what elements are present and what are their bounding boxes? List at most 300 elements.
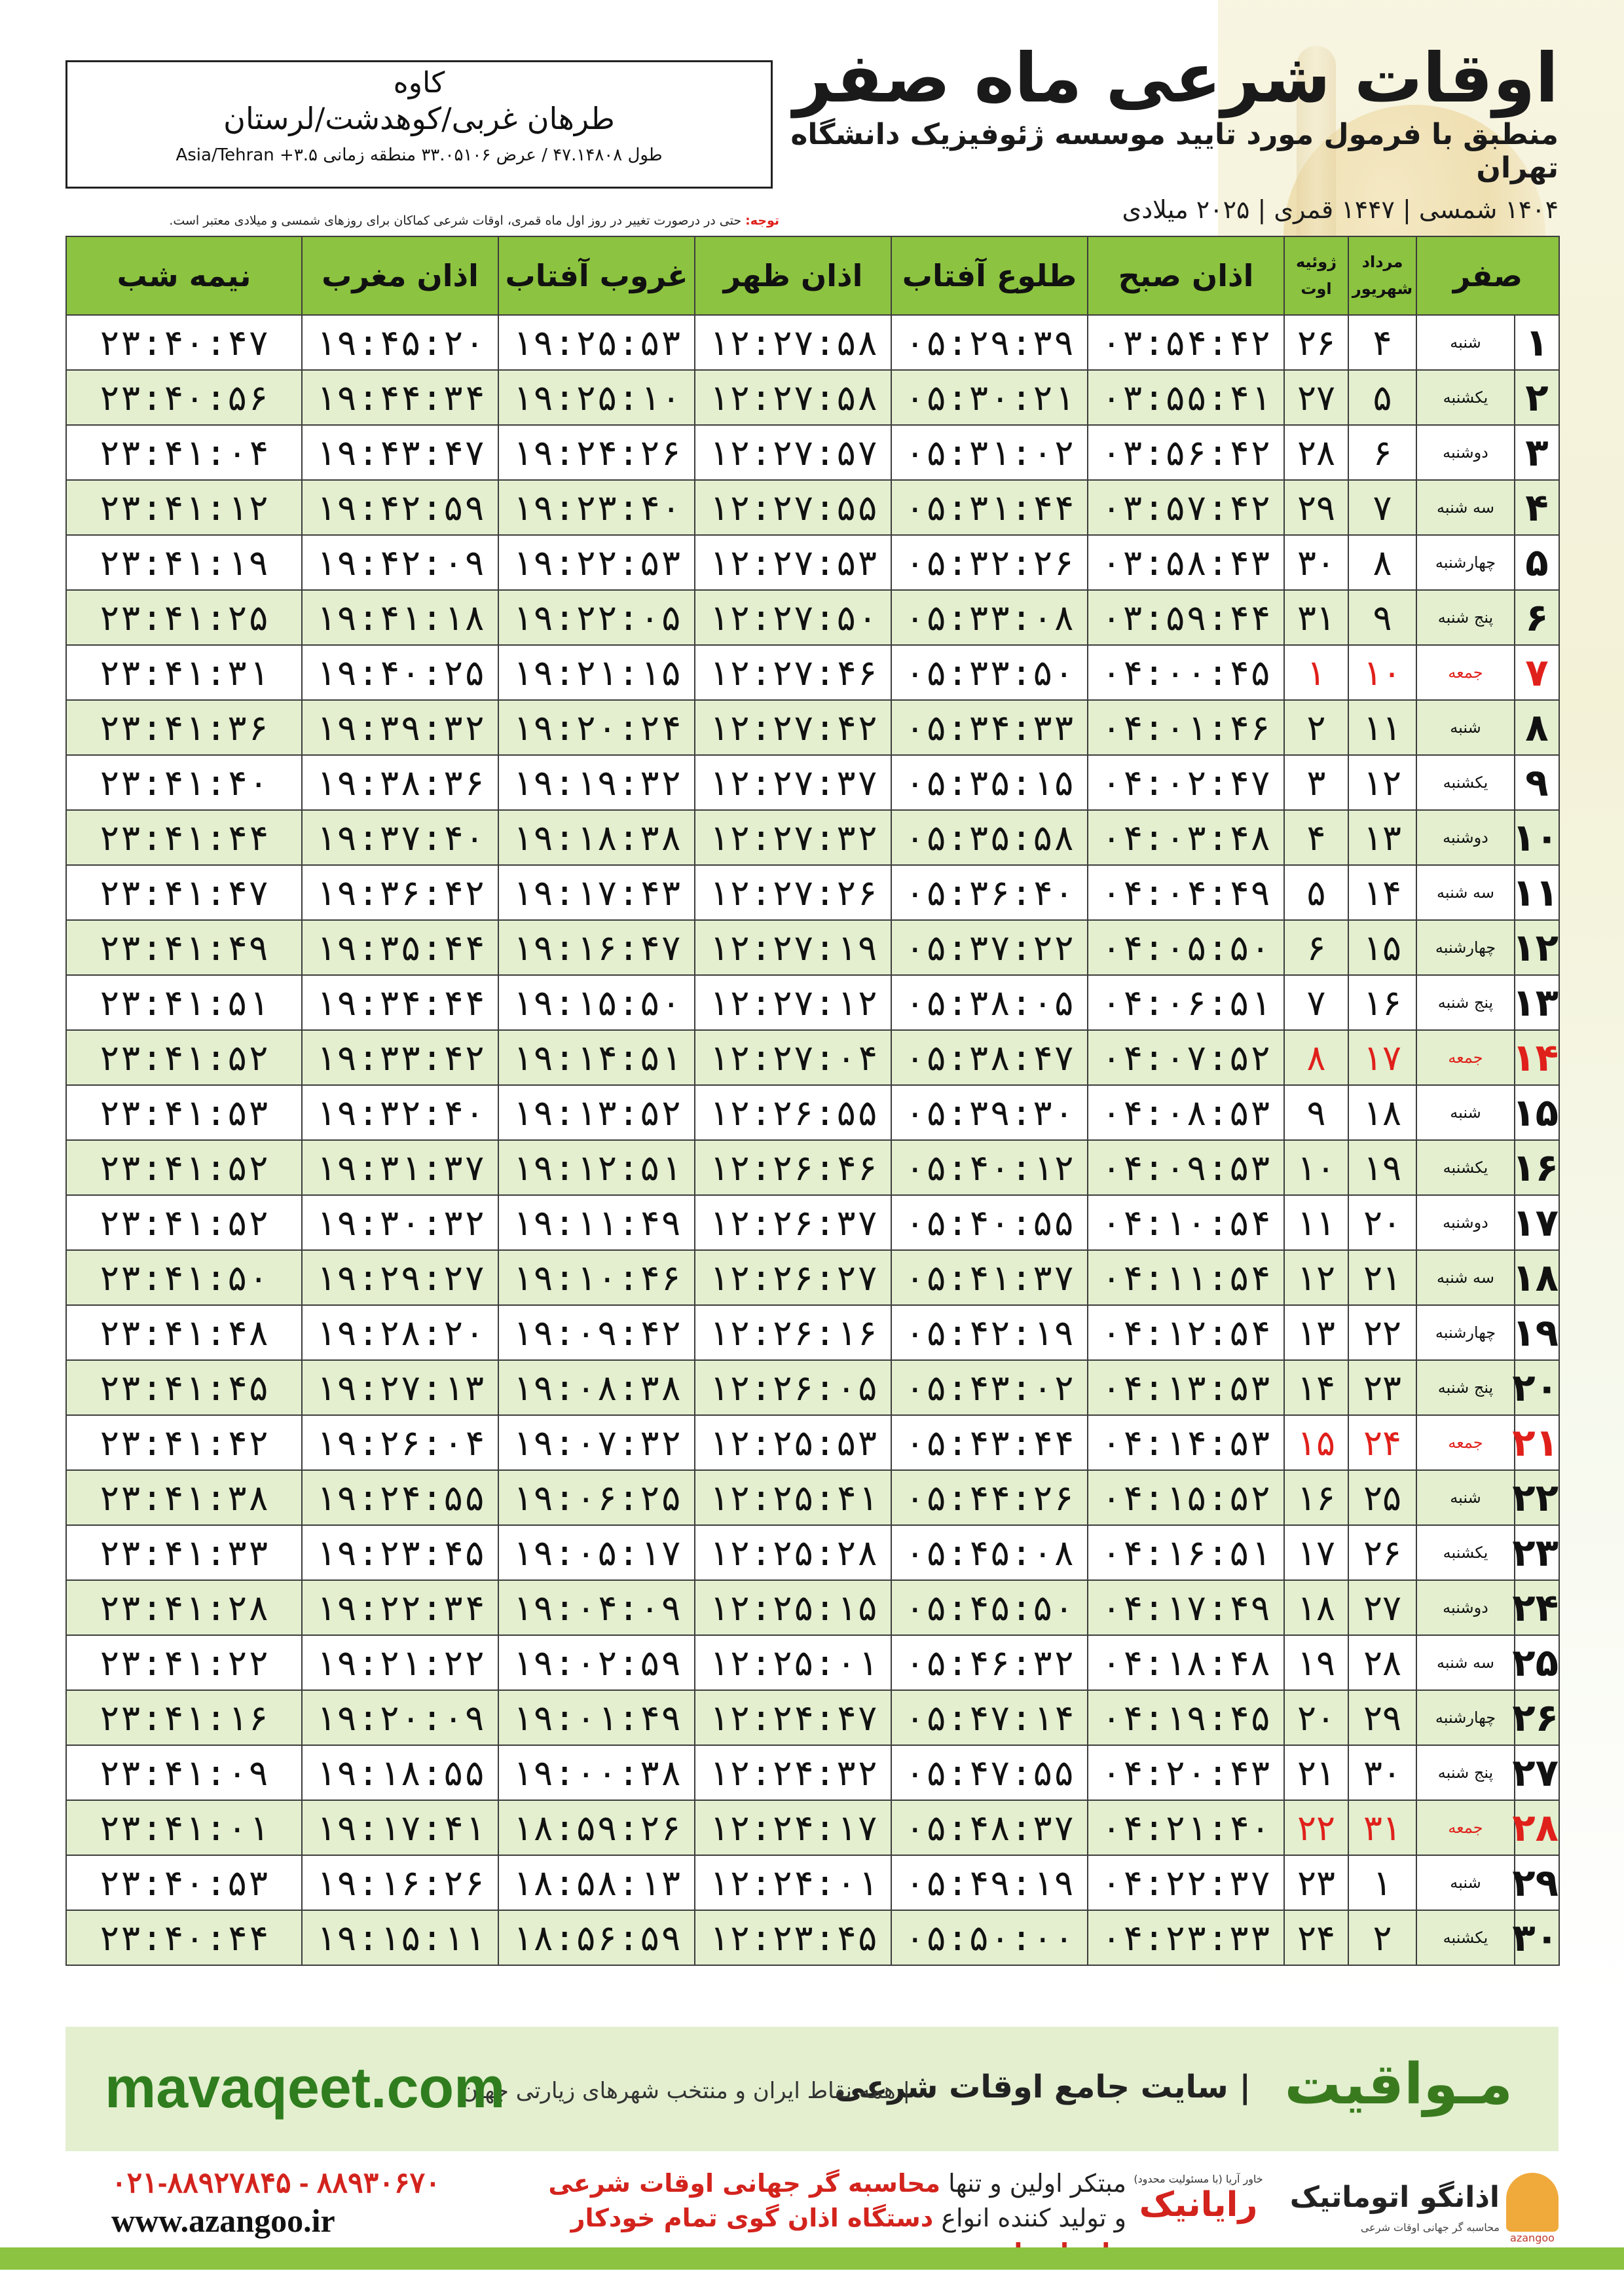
- weekday: شنبه: [1416, 315, 1515, 370]
- day-number: ۲۷: [1515, 1745, 1559, 1800]
- sunrise-time: ۰۵:۴۴:۲۶: [891, 1470, 1088, 1525]
- maghrib-time: ۱۹:۲۰:۰۹: [302, 1690, 498, 1745]
- miladi-day: ۳۰: [1284, 535, 1348, 590]
- midnight-time: ۲۳:۴۱:۰۴: [66, 425, 302, 480]
- fajr-time: ۰۳:۵۶:۴۲: [1088, 425, 1284, 480]
- fajr-time: ۰۳:۵۵:۴۱: [1088, 370, 1284, 425]
- fajr-time: ۰۴:۰۹:۵۳: [1088, 1140, 1284, 1195]
- sunrise-time: ۰۵:۴۹:۱۹: [891, 1855, 1088, 1910]
- day-number: ۲۳: [1515, 1525, 1559, 1580]
- table-row: [66, 315, 1559, 370]
- sunset-time: ۱۸:۵۹:۲۶: [498, 1800, 695, 1855]
- sunrise-time: ۰۵:۴۰:۱۲: [891, 1140, 1088, 1195]
- weekday: سه شنبه: [1416, 480, 1515, 535]
- weekday: پنج شنبه: [1416, 975, 1515, 1030]
- banner-slogan: | سایت جامع اوقات شرعی: [834, 2069, 1251, 2105]
- midnight-time: ۲۳:۴۱:۱۹: [66, 535, 302, 590]
- dhuhr-time: ۱۲:۲۵:۵۳: [695, 1415, 891, 1470]
- weekday: شنبه: [1416, 700, 1515, 755]
- fajr-time: ۰۴:۲۲:۳۷: [1088, 1855, 1284, 1910]
- sunrise-time: ۰۵:۴۵:۵۰: [891, 1580, 1088, 1635]
- fajr-time: ۰۳:۵۸:۴۳: [1088, 535, 1284, 590]
- maghrib-time: ۱۹:۳۴:۴۴: [302, 975, 498, 1030]
- midnight-time: ۲۳:۴۱:۱۲: [66, 480, 302, 535]
- midnight-time: ۲۳:۴۱:۳۸: [66, 1470, 302, 1525]
- weekday: چهارشنبه: [1416, 535, 1515, 590]
- day-number: ۱۷: [1515, 1195, 1559, 1250]
- fajr-time: ۰۴:۰۶:۵۱: [1088, 975, 1284, 1030]
- miladi-day: ۲۱: [1284, 1745, 1348, 1800]
- weekday: دوشنبه: [1416, 1580, 1515, 1635]
- sunrise-time: ۰۵:۳۵:۱۵: [891, 755, 1088, 810]
- day-number: ۱: [1515, 315, 1559, 370]
- sunrise-time: ۰۵:۳۳:۰۸: [891, 590, 1088, 645]
- day-number: ۲۲: [1515, 1470, 1559, 1525]
- weekday: شنبه: [1416, 1085, 1515, 1140]
- dhuhr-time: ۱۲:۲۴:۱۷: [695, 1800, 891, 1855]
- sunrise-time: ۰۵:۳۸:۰۵: [891, 975, 1088, 1030]
- maghrib-time: ۱۹:۲۹:۲۷: [302, 1250, 498, 1305]
- maghrib-time: ۱۹:۳۱:۳۷: [302, 1140, 498, 1195]
- page-subtitle: منطبق با فرمول مورد تایید موسسه ژئوفیزیک دانشگاه تهران: [790, 117, 1559, 185]
- miladi-day: ۲: [1284, 700, 1348, 755]
- dhuhr-time: ۱۲:۲۴:۰۱: [695, 1855, 891, 1910]
- dhuhr-time: ۱۲:۲۷:۱۲: [695, 975, 891, 1030]
- day-number: ۲۴: [1515, 1580, 1559, 1635]
- location-box: [65, 60, 773, 189]
- rayanik-name: رایانیک: [1139, 2185, 1258, 2225]
- maghrib-time: ۱۹:۳۰:۳۲: [302, 1195, 498, 1250]
- miladi-day: ۱۱: [1284, 1195, 1348, 1250]
- sunset-time: ۱۹:۰۶:۲۵: [498, 1470, 695, 1525]
- maghrib-time: ۱۹:۳۸:۳۶: [302, 755, 498, 810]
- day-number: ۱۲: [1515, 920, 1559, 975]
- maghrib-time: ۱۹:۴۵:۲۰: [302, 315, 498, 370]
- desc-line2-b: دستگاه اذان گوی تمام خودکار: [570, 2204, 934, 2233]
- miladi-day: ۱۲: [1284, 1250, 1348, 1305]
- sunrise-time: ۰۵:۳۲:۲۶: [891, 535, 1088, 590]
- dhuhr-time: ۱۲:۲۷:۳۲: [695, 810, 891, 865]
- sunset-time: ۱۹:۰۲:۵۹: [498, 1635, 695, 1690]
- table-row: [66, 1305, 1559, 1360]
- table-row: [66, 1030, 1559, 1085]
- midnight-time: ۲۳:۴۱:۵۲: [66, 1030, 302, 1085]
- sunset-time: ۱۹:۰۱:۴۹: [498, 1690, 695, 1745]
- shamsi-day: ۸: [1348, 535, 1416, 590]
- day-number: ۹: [1515, 755, 1559, 810]
- sunrise-time: ۰۵:۴۶:۳۲: [891, 1635, 1088, 1690]
- dhuhr-time: ۱۲:۲۷:۳۷: [695, 755, 891, 810]
- miladi-day: ۶: [1284, 920, 1348, 975]
- shamsi-day: ۹: [1348, 590, 1416, 645]
- weekday: چهارشنبه: [1416, 1690, 1515, 1745]
- sunrise-time: ۰۵:۲۹:۳۹: [891, 315, 1088, 370]
- day-number: ۲۶: [1515, 1690, 1559, 1745]
- shamsi-day: ۱۵: [1348, 920, 1416, 975]
- miladi-day: ۴: [1284, 810, 1348, 865]
- maghrib-time: ۱۹:۲۶:۰۴: [302, 1415, 498, 1470]
- shamsi-day: ۲۴: [1348, 1415, 1416, 1470]
- dhuhr-time: ۱۲:۲۷:۴۲: [695, 700, 891, 755]
- fajr-time: ۰۴:۱۳:۵۳: [1088, 1360, 1284, 1415]
- fajr-time: ۰۴:۰۵:۵۰: [1088, 920, 1284, 975]
- weekday: چهارشنبه: [1416, 1305, 1515, 1360]
- miladi-day: ۵: [1284, 865, 1348, 920]
- sunrise-time: ۰۵:۳۷:۲۲: [891, 920, 1088, 975]
- table-row: [66, 975, 1559, 1030]
- col-sunrise: طلوع آفتاب: [891, 236, 1088, 315]
- table-row: [66, 1580, 1559, 1635]
- dhuhr-time: ۱۲:۲۵:۲۸: [695, 1525, 891, 1580]
- shamsi-day: ۲: [1348, 1910, 1416, 1965]
- maghrib-time: ۱۹:۲۸:۲۰: [302, 1305, 498, 1360]
- mavaqeet-banner: [65, 2027, 1559, 2151]
- maghrib-time: ۱۹:۲۱:۲۲: [302, 1635, 498, 1690]
- col-dhuhr: اذان ظهر: [695, 236, 891, 315]
- sunrise-time: ۰۵:۴۰:۵۵: [891, 1195, 1088, 1250]
- day-number: ۱۸: [1515, 1250, 1559, 1305]
- weekday: دوشنبه: [1416, 425, 1515, 480]
- shamsi-day: ۱۸: [1348, 1085, 1416, 1140]
- col-safar: صفر: [1416, 236, 1559, 315]
- sunset-time: ۱۹:۲۵:۱۰: [498, 370, 695, 425]
- miladi-day: ۱: [1284, 645, 1348, 700]
- maghrib-time: ۱۹:۲۷:۱۳: [302, 1360, 498, 1415]
- sunset-time: ۱۹:۱۶:۴۷: [498, 920, 695, 975]
- day-number: ۵: [1515, 535, 1559, 590]
- sunrise-time: ۰۵:۴۱:۳۷: [891, 1250, 1088, 1305]
- table-row: [66, 1250, 1559, 1305]
- maghrib-time: ۱۹:۲۴:۵۵: [302, 1470, 498, 1525]
- midnight-time: ۲۳:۴۱:۴۲: [66, 1415, 302, 1470]
- sunset-time: ۱۸:۵۶:۵۹: [498, 1910, 695, 1965]
- shamsi-day: ۲۶: [1348, 1525, 1416, 1580]
- miladi-day: ۲۹: [1284, 480, 1348, 535]
- miladi-day: ۳۱: [1284, 590, 1348, 645]
- day-number: ۲۵: [1515, 1635, 1559, 1690]
- maghrib-time: ۱۹:۱۵:۱۱: [302, 1910, 498, 1965]
- fajr-time: ۰۴:۰۴:۴۹: [1088, 865, 1284, 920]
- desc-line1-b: محاسبه گر جهانی اوقات شرعی: [548, 2169, 941, 2198]
- sunrise-time: ۰۵:۳۸:۴۷: [891, 1030, 1088, 1085]
- midnight-time: ۲۳:۴۱:۵۲: [66, 1140, 302, 1195]
- col-fajr: اذان صبح: [1088, 236, 1284, 315]
- shamsi-day: ۲۲: [1348, 1305, 1416, 1360]
- col-maghrib: اذان مغرب: [302, 236, 498, 315]
- azangoo-link[interactable]: www.azangoo.ir: [111, 2202, 335, 2239]
- maghrib-time: ۱۹:۲۲:۳۴: [302, 1580, 498, 1635]
- azangoo-mark-label: azangoo: [1510, 2232, 1555, 2244]
- table-row: [66, 480, 1559, 535]
- day-number: ۶: [1515, 590, 1559, 645]
- miladi-day: ۸: [1284, 1030, 1348, 1085]
- miladi-day: ۲۷: [1284, 370, 1348, 425]
- midnight-time: ۲۳:۴۱:۳۶: [66, 700, 302, 755]
- sunrise-time: ۰۵:۳۱:۴۴: [891, 480, 1088, 535]
- midnight-time: ۲۳:۴۱:۵۰: [66, 1250, 302, 1305]
- miladi-day: ۲۴: [1284, 1910, 1348, 1965]
- weekday: پنج شنبه: [1416, 1745, 1515, 1800]
- maghrib-time: ۱۹:۳۶:۴۲: [302, 865, 498, 920]
- day-number: ۳: [1515, 425, 1559, 480]
- fajr-time: ۰۴:۱۶:۵۱: [1088, 1525, 1284, 1580]
- dhuhr-time: ۱۲:۲۳:۴۵: [695, 1910, 891, 1965]
- weekday: پنج شنبه: [1416, 590, 1515, 645]
- day-number: ۳۰: [1515, 1910, 1559, 1965]
- bottom-bar: [0, 2247, 1624, 2270]
- miladi-day: ۱۸: [1284, 1580, 1348, 1635]
- miladi-day: ۱۵: [1284, 1415, 1348, 1470]
- desc-line1-a: مبتکر اولین و تنها: [948, 2169, 1126, 2198]
- weekday: یکشنبه: [1416, 1140, 1515, 1195]
- maghrib-time: ۱۹:۱۸:۵۵: [302, 1745, 498, 1800]
- day-number: ۲۸: [1515, 1800, 1559, 1855]
- shamsi-day: ۶: [1348, 425, 1416, 480]
- midnight-time: ۲۳:۴۱:۴۸: [66, 1305, 302, 1360]
- table-row: [66, 645, 1559, 700]
- dhuhr-time: ۱۲:۲۶:۳۷: [695, 1195, 891, 1250]
- sunset-time: ۱۹:۱۹:۳۲: [498, 755, 695, 810]
- sunset-time: ۱۹:۲۴:۲۶: [498, 425, 695, 480]
- banner-subtitle: | همه نقاط ایران و منتخب شهرهای زیارتی جهان: [461, 2078, 910, 2104]
- weekday: شنبه: [1416, 1470, 1515, 1525]
- fajr-time: ۰۴:۱۲:۵۴: [1088, 1305, 1284, 1360]
- weekday: جمعه: [1416, 1800, 1515, 1855]
- maghrib-time: ۱۹:۳۵:۴۴: [302, 920, 498, 975]
- sunset-time: ۱۹:۱۷:۴۳: [498, 865, 695, 920]
- midnight-time: ۲۳:۴۱:۳۳: [66, 1525, 302, 1580]
- sunset-time: ۱۹:۱۳:۵۲: [498, 1085, 695, 1140]
- day-number: ۸: [1515, 700, 1559, 755]
- maghrib-time: ۱۹:۴۴:۳۴: [302, 370, 498, 425]
- phone-numbers: ۰۲۱-۸۸۹۲۷۸۴۵ - ۸۸۹۳۰۶۷۰: [111, 2167, 441, 2199]
- dhuhr-time: ۱۲:۲۵:۱۵: [695, 1580, 891, 1635]
- table-row: [66, 865, 1559, 920]
- shamsi-day: ۳۱: [1348, 1800, 1416, 1855]
- fajr-time: ۰۴:۲۰:۴۳: [1088, 1745, 1284, 1800]
- midnight-time: ۲۳:۴۱:۵۲: [66, 1195, 302, 1250]
- midnight-time: ۲۳:۴۱:۵۳: [66, 1085, 302, 1140]
- sunset-time: ۱۹:۰۴:۰۹: [498, 1580, 695, 1635]
- fajr-time: ۰۴:۱۱:۵۴: [1088, 1250, 1284, 1305]
- fajr-time: ۰۴:۲۳:۳۳: [1088, 1910, 1284, 1965]
- maghrib-time: ۱۹:۲۳:۴۵: [302, 1525, 498, 1580]
- table-row: [66, 755, 1559, 810]
- desc-line2-a: و تولید کننده انواع: [941, 2204, 1126, 2233]
- day-number: ۱۳: [1515, 975, 1559, 1030]
- fajr-time: ۰۴:۰۰:۴۵: [1088, 645, 1284, 700]
- dhuhr-time: ۱۲:۲۴:۳۲: [695, 1745, 891, 1800]
- dhuhr-time: ۱۲:۲۶:۰۵: [695, 1360, 891, 1415]
- dhuhr-time: ۱۲:۲۷:۵۸: [695, 370, 891, 425]
- table-row: [66, 1085, 1559, 1140]
- miladi-day: ۲۰: [1284, 1690, 1348, 1745]
- midnight-time: ۲۳:۴۱:۰۱: [66, 1800, 302, 1855]
- day-number: ۱۱: [1515, 865, 1559, 920]
- col-midnight: نیمه شب: [66, 236, 302, 315]
- dhuhr-time: ۱۲:۲۵:۰۱: [695, 1635, 891, 1690]
- day-number: ۲: [1515, 370, 1559, 425]
- table-row: [66, 1360, 1559, 1415]
- fajr-time: ۰۴:۰۸:۵۳: [1088, 1085, 1284, 1140]
- day-number: ۱۴: [1515, 1030, 1559, 1085]
- midnight-time: ۲۳:۴۰:۵۶: [66, 370, 302, 425]
- col-sunset: غروب آفتاب: [498, 236, 695, 315]
- sunrise-time: ۰۵:۴۳:۰۲: [891, 1360, 1088, 1415]
- col-shamsi: مرداد شهریور: [1348, 236, 1416, 315]
- sunset-time: ۱۹:۲۳:۴۰: [498, 480, 695, 535]
- shamsi-day: ۴: [1348, 315, 1416, 370]
- midnight-time: ۲۳:۴۱:۲۲: [66, 1635, 302, 1690]
- fajr-time: ۰۴:۰۲:۴۷: [1088, 755, 1284, 810]
- weekday: جمعه: [1416, 1030, 1515, 1085]
- coordinates: طول ۴۷.۱۴۸۰۸ / عرض ۳۳.۰۵۱۰۶ منطقه زمانی ۳.۵+ Asia/Tehran: [175, 145, 663, 165]
- dhuhr-time: ۱۲:۲۷:۵۳: [695, 535, 891, 590]
- midnight-time: ۲۳:۴۱:۰۹: [66, 1745, 302, 1800]
- day-number: ۲۰: [1515, 1360, 1559, 1415]
- dhuhr-time: ۱۲:۲۷:۱۹: [695, 920, 891, 975]
- dhuhr-time: ۱۲:۲۶:۵۵: [695, 1085, 891, 1140]
- sunset-time: ۱۹:۰۵:۱۷: [498, 1525, 695, 1580]
- fajr-time: ۰۴:۱۵:۵۲: [1088, 1470, 1284, 1525]
- miladi-day: ۲۲: [1284, 1800, 1348, 1855]
- maghrib-time: ۱۹:۴۳:۴۷: [302, 425, 498, 480]
- miladi-day: ۱۷: [1284, 1525, 1348, 1580]
- shamsi-day: ۱۴: [1348, 865, 1416, 920]
- midnight-time: ۲۳:۴۱:۱۶: [66, 1690, 302, 1745]
- day-number: ۱۹: [1515, 1305, 1559, 1360]
- table-row: [66, 535, 1559, 590]
- note: [65, 213, 779, 228]
- sunrise-time: ۰۵:۳۰:۲۱: [891, 370, 1088, 425]
- sunset-time: ۱۹:۱۵:۵۰: [498, 975, 695, 1030]
- table-row: [66, 700, 1559, 755]
- table-row: [66, 810, 1559, 865]
- sunset-time: ۱۹:۰۰:۳۸: [498, 1745, 695, 1800]
- brand-logo: مـواقیت: [1284, 2052, 1513, 2117]
- fajr-time: ۰۴:۰۱:۴۶: [1088, 700, 1284, 755]
- sunrise-time: ۰۵:۴۷:۵۵: [891, 1745, 1088, 1800]
- dhuhr-time: ۱۲:۲۵:۴۱: [695, 1470, 891, 1525]
- weekday: پنج شنبه: [1416, 1360, 1515, 1415]
- website-link[interactable]: mavaqeet.com: [105, 2055, 506, 2120]
- fajr-time: ۰۳:۵۷:۴۲: [1088, 480, 1284, 535]
- miladi-day: ۷: [1284, 975, 1348, 1030]
- fajr-time: ۰۴:۰۳:۴۸: [1088, 810, 1284, 865]
- sunset-time: ۱۹:۱۴:۵۱: [498, 1030, 695, 1085]
- table-row: [66, 1140, 1559, 1195]
- sunset-time: ۱۹:۲۲:۰۵: [498, 590, 695, 645]
- midnight-time: ۲۳:۴۰:۴۷: [66, 315, 302, 370]
- day-number: ۱۵: [1515, 1085, 1559, 1140]
- dhuhr-time: ۱۲:۲۶:۴۶: [695, 1140, 891, 1195]
- sunset-time: ۱۹:۱۱:۴۹: [498, 1195, 695, 1250]
- fajr-time: ۰۴:۱۷:۴۹: [1088, 1580, 1284, 1635]
- sunset-time: ۱۹:۰۹:۴۲: [498, 1305, 695, 1360]
- midnight-time: ۲۳:۴۱:۵۱: [66, 975, 302, 1030]
- shamsi-day: ۳۰: [1348, 1745, 1416, 1800]
- fajr-time: ۰۴:۲۱:۴۰: [1088, 1800, 1284, 1855]
- note-label: توجه:: [745, 213, 779, 228]
- weekday: دوشنبه: [1416, 810, 1515, 865]
- sunrise-time: ۰۵:۳۱:۰۲: [891, 425, 1088, 480]
- fajr-time: ۰۳:۵۹:۴۴: [1088, 590, 1284, 645]
- weekday: یکشنبه: [1416, 755, 1515, 810]
- header: [786, 39, 1559, 224]
- sunset-time: ۱۹:۲۵:۵۳: [498, 315, 695, 370]
- sunset-time: ۱۹:۱۰:۴۶: [498, 1250, 695, 1305]
- table-row: [66, 1470, 1559, 1525]
- miladi-day: ۱۴: [1284, 1360, 1348, 1415]
- sunrise-time: ۰۵:۴۲:۱۹: [891, 1305, 1088, 1360]
- table-header: [66, 236, 1559, 315]
- sunrise-time: ۰۵:۵۰:۰۰: [891, 1910, 1088, 1965]
- note-text: حتی در درصورت تغییر در روز اول ماه قمری، اوقات شرعی کماکان برای روزهای شمسی و میلادی معتبر است.: [169, 213, 746, 228]
- shamsi-day: ۲۱: [1348, 1250, 1416, 1305]
- day-number: ۱۶: [1515, 1140, 1559, 1195]
- shamsi-day: ۱۰: [1348, 645, 1416, 700]
- rayanik-logo: [1113, 2173, 1283, 2236]
- midnight-time: ۲۳:۴۱:۴۰: [66, 755, 302, 810]
- table-row: [66, 920, 1559, 975]
- shamsi-day: ۱۷: [1348, 1030, 1416, 1085]
- table-row: [66, 425, 1559, 480]
- shamsi-day: ۱۳: [1348, 810, 1416, 865]
- sunset-time: ۱۹:۰۷:۳۲: [498, 1415, 695, 1470]
- weekday: جمعه: [1416, 645, 1515, 700]
- city-name: کاوه: [393, 66, 445, 100]
- shamsi-day: ۲۳: [1348, 1360, 1416, 1415]
- weekday: چهارشنبه: [1416, 920, 1515, 975]
- miladi-day: ۱۶: [1284, 1470, 1348, 1525]
- table-row: [66, 1635, 1559, 1690]
- table-row: [66, 1745, 1559, 1800]
- midnight-time: ۲۳:۴۱:۴۵: [66, 1360, 302, 1415]
- maghrib-time: ۱۹:۱۶:۲۶: [302, 1855, 498, 1910]
- midnight-time: ۲۳:۴۱:۳۱: [66, 645, 302, 700]
- maghrib-time: ۱۹:۴۲:۰۹: [302, 535, 498, 590]
- azangoo-name: اذانگو اتوماتیک: [1289, 2181, 1500, 2214]
- weekday: سه شنبه: [1416, 1635, 1515, 1690]
- miladi-day: ۲۳: [1284, 1855, 1348, 1910]
- table-row: [66, 1415, 1559, 1470]
- dhuhr-time: ۱۲:۲۷:۵۸: [695, 315, 891, 370]
- weekday: سه شنبه: [1416, 865, 1515, 920]
- sunrise-time: ۰۵:۳۵:۵۸: [891, 810, 1088, 865]
- sunset-time: ۱۹:۰۸:۳۸: [498, 1360, 695, 1415]
- dhuhr-time: ۱۲:۲۷:۰۴: [695, 1030, 891, 1085]
- miladi-day: ۱۹: [1284, 1635, 1348, 1690]
- dhuhr-time: ۱۲:۲۷:۲۶: [695, 865, 891, 920]
- day-number: ۴: [1515, 480, 1559, 535]
- miladi-day: ۱۰: [1284, 1140, 1348, 1195]
- fajr-time: ۰۴:۱۸:۴۸: [1088, 1635, 1284, 1690]
- weekday: جمعه: [1416, 1415, 1515, 1470]
- col-miladi: ژوئیه اوت: [1284, 236, 1348, 315]
- table-row: [66, 370, 1559, 425]
- fajr-time: ۰۴:۱۹:۴۵: [1088, 1690, 1284, 1745]
- maghrib-time: ۱۹:۴۲:۵۹: [302, 480, 498, 535]
- table-row: [66, 1195, 1559, 1250]
- day-number: ۲۹: [1515, 1855, 1559, 1910]
- miladi-day: ۱۳: [1284, 1305, 1348, 1360]
- maghrib-time: ۱۹:۱۷:۴۱: [302, 1800, 498, 1855]
- midnight-time: ۲۳:۴۱:۲۵: [66, 590, 302, 645]
- shamsi-day: ۱۲: [1348, 755, 1416, 810]
- shamsi-day: ۱۱: [1348, 700, 1416, 755]
- weekday: دوشنبه: [1416, 1195, 1515, 1250]
- fajr-time: ۰۴:۰۷:۵۲: [1088, 1030, 1284, 1085]
